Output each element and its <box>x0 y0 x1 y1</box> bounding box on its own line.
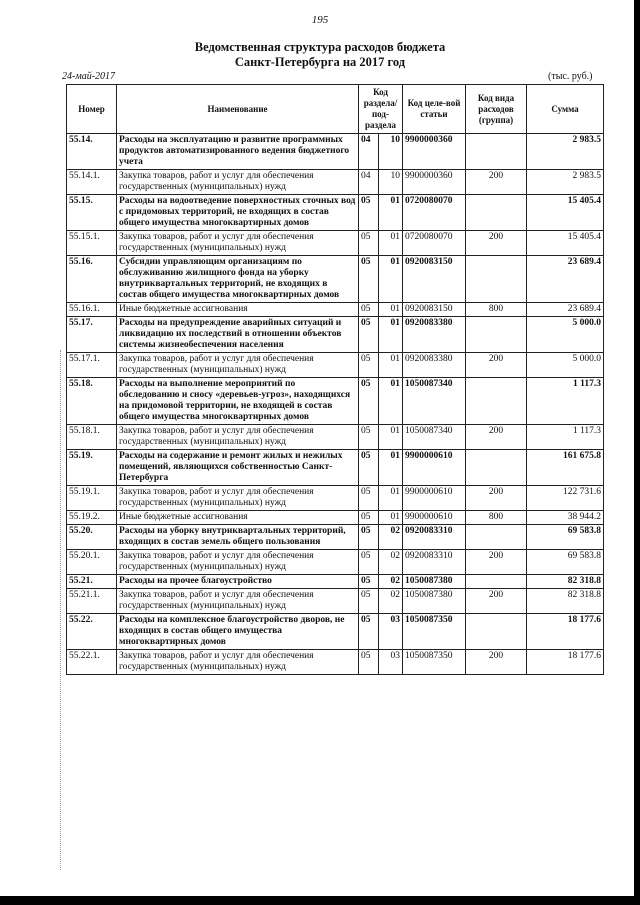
row-subsection-code: 03 <box>379 614 403 650</box>
row-section-code: 04 <box>359 170 379 195</box>
row-sum: 69 583.8 <box>527 550 604 575</box>
row-article-code: 0920083380 <box>403 353 466 378</box>
row-article-code: 0720080070 <box>403 195 466 231</box>
row-article-code: 9900000360 <box>403 170 466 195</box>
row-number: 55.19.1. <box>67 486 117 511</box>
row-expense-group: 200 <box>466 353 527 378</box>
row-expense-group: 200 <box>466 589 527 614</box>
row-name: Расходы на выполнение мероприятий по обследованию и сносу «деревьев-угроз», находящихся на придомовой территории, не входящей в состав общего имущества многоквартирных домов <box>117 378 359 425</box>
table-row <box>67 511 604 525</box>
row-expense-group <box>466 317 527 353</box>
row-sum: 18 177.6 <box>527 614 604 650</box>
row-article-code: 1050087340 <box>403 425 466 450</box>
table-row <box>67 134 604 170</box>
row-number: 55.15.1. <box>67 231 117 256</box>
table-row <box>67 486 604 511</box>
row-section-code: 05 <box>359 550 379 575</box>
row-section-code: 05 <box>359 589 379 614</box>
row-article-code: 0720080070 <box>403 231 466 256</box>
row-section-code: 05 <box>359 231 379 256</box>
table-row <box>67 303 604 317</box>
row-section-code: 05 <box>359 378 379 425</box>
row-sum: 15 405.4 <box>527 195 604 231</box>
row-name: Закупка товаров, работ и услуг для обеспечения государственных (муниципальных) нужд <box>117 589 359 614</box>
row-article-code: 9900000610 <box>403 486 466 511</box>
row-name: Расходы на содержание и ремонт жилых и нежилых помещений, являющихся собственностью Санкт-Петербурга <box>117 450 359 486</box>
row-expense-group: 800 <box>466 511 527 525</box>
row-name: Закупка товаров, работ и услуг для обеспечения государственных (муниципальных) нужд <box>117 486 359 511</box>
table-row <box>67 650 604 675</box>
row-expense-group: 200 <box>466 486 527 511</box>
row-subsection-code: 01 <box>379 486 403 511</box>
row-subsection-code: 01 <box>379 317 403 353</box>
row-sum: 69 583.8 <box>527 525 604 550</box>
page-number: 195 <box>311 14 329 26</box>
row-subsection-code: 02 <box>379 589 403 614</box>
row-expense-group: 200 <box>466 650 527 675</box>
header-name: Наименование <box>117 85 359 134</box>
header-section: Код раздела/ под-раздела <box>359 85 403 134</box>
row-name: Закупка товаров, работ и услуг для обеспечения государственных (муниципальных) нужд <box>117 231 359 256</box>
row-name: Расходы на эксплуатацию и развитие программных продуктов автоматизированного ведения бюджетного учета <box>117 134 359 170</box>
table-row <box>67 195 604 231</box>
table-row <box>67 353 604 378</box>
row-sum: 122 731.6 <box>527 486 604 511</box>
row-article-code: 0920083310 <box>403 550 466 575</box>
row-article-code: 0920083150 <box>403 256 466 303</box>
row-subsection-code: 01 <box>379 511 403 525</box>
row-section-code: 05 <box>359 511 379 525</box>
row-name: Закупка товаров, работ и услуг для обеспечения государственных (муниципальных) нужд <box>117 170 359 195</box>
units-label: (тыс. руб.) <box>548 71 593 82</box>
row-expense-group: 200 <box>466 231 527 256</box>
row-sum: 5 000.0 <box>527 353 604 378</box>
row-number: 55.16.1. <box>67 303 117 317</box>
row-sum: 38 944.2 <box>527 511 604 525</box>
row-sum: 82 318.8 <box>527 589 604 614</box>
table-row <box>67 425 604 450</box>
row-sum: 82 318.8 <box>527 575 604 589</box>
scan-right-edge <box>634 0 640 905</box>
table-header-row <box>67 85 604 134</box>
table-row <box>67 589 604 614</box>
row-number: 55.22. <box>67 614 117 650</box>
row-section-code: 05 <box>359 614 379 650</box>
page-title <box>0 40 640 70</box>
table-row <box>67 575 604 589</box>
budget-table <box>66 84 604 675</box>
row-expense-group: 800 <box>466 303 527 317</box>
row-subsection-code: 02 <box>379 550 403 575</box>
row-name: Расходы на предупреждение аварийных ситуаций и ликвидацию их последствий в отношении объектов системы жизнеобеспечения населения <box>117 317 359 353</box>
row-section-code: 05 <box>359 303 379 317</box>
table-row <box>67 256 604 303</box>
row-number: 55.20. <box>67 525 117 550</box>
row-number: 55.21.1. <box>67 589 117 614</box>
table-row <box>67 525 604 550</box>
row-number: 55.19.2. <box>67 511 117 525</box>
row-number: 55.17. <box>67 317 117 353</box>
row-section-code: 05 <box>359 425 379 450</box>
row-section-code: 05 <box>359 450 379 486</box>
row-subsection-code: 01 <box>379 450 403 486</box>
row-section-code: 04 <box>359 134 379 170</box>
row-article-code: 1050087380 <box>403 589 466 614</box>
row-sum: 1 117.3 <box>527 378 604 425</box>
table-row <box>67 317 604 353</box>
row-subsection-code: 01 <box>379 195 403 231</box>
row-sum: 18 177.6 <box>527 650 604 675</box>
table-row <box>67 614 604 650</box>
row-sum: 161 675.8 <box>527 450 604 486</box>
table-row <box>67 550 604 575</box>
table-body <box>67 134 604 675</box>
row-number: 55.20.1. <box>67 550 117 575</box>
row-section-code: 05 <box>359 256 379 303</box>
row-article-code: 9900000610 <box>403 511 466 525</box>
row-number: 55.18. <box>67 378 117 425</box>
row-sum: 5 000.0 <box>527 317 604 353</box>
row-expense-group: 200 <box>466 550 527 575</box>
row-name: Расходы на прочее благоустройство <box>117 575 359 589</box>
row-subsection-code: 10 <box>379 170 403 195</box>
header-article: Код целе-вой статьи <box>403 85 466 134</box>
row-section-code: 05 <box>359 650 379 675</box>
row-section-code: 05 <box>359 195 379 231</box>
row-expense-group: 200 <box>466 170 527 195</box>
row-article-code: 0920083380 <box>403 317 466 353</box>
row-sum: 2 983.5 <box>527 134 604 170</box>
row-expense-group <box>466 378 527 425</box>
row-name: Субсидии управляющим организациям по обслуживанию жилищного фонда на уборку внутриквартальных территорий, не входящих в состав общего имущества многоквартирных домов <box>117 256 359 303</box>
table-row <box>67 170 604 195</box>
row-subsection-code: 01 <box>379 231 403 256</box>
row-sum: 23 689.4 <box>527 256 604 303</box>
margin-marks <box>60 350 65 870</box>
row-expense-group <box>466 525 527 550</box>
header-group: Код вида расходов (группа) <box>466 85 527 134</box>
row-section-code: 05 <box>359 353 379 378</box>
row-article-code: 0920083310 <box>403 525 466 550</box>
row-subsection-code: 01 <box>379 256 403 303</box>
row-expense-group <box>466 256 527 303</box>
row-subsection-code: 01 <box>379 425 403 450</box>
row-sum: 15 405.4 <box>527 231 604 256</box>
header-number: Номер <box>67 85 117 134</box>
row-name: Расходы на комплексное благоустройство дворов, не входящих в состав общего имущества многоквартирных домов <box>117 614 359 650</box>
row-expense-group <box>466 195 527 231</box>
row-expense-group <box>466 134 527 170</box>
table-row <box>67 378 604 425</box>
row-number: 55.17.1. <box>67 353 117 378</box>
row-article-code: 1050087350 <box>403 650 466 675</box>
row-name: Закупка товаров, работ и услуг для обеспечения государственных (муниципальных) нужд <box>117 425 359 450</box>
row-name: Закупка товаров, работ и услуг для обеспечения государственных (муниципальных) нужд <box>117 650 359 675</box>
row-expense-group <box>466 575 527 589</box>
row-name: Закупка товаров, работ и услуг для обеспечения государственных (муниципальных) нужд <box>117 353 359 378</box>
row-subsection-code: 01 <box>379 378 403 425</box>
row-subsection-code: 01 <box>379 353 403 378</box>
row-subsection-code: 10 <box>379 134 403 170</box>
row-number: 55.19. <box>67 450 117 486</box>
row-section-code: 05 <box>359 486 379 511</box>
row-article-code: 0920083150 <box>403 303 466 317</box>
row-article-code: 1050087340 <box>403 378 466 425</box>
row-section-code: 05 <box>359 575 379 589</box>
row-number: 55.21. <box>67 575 117 589</box>
row-sum: 2 983.5 <box>527 170 604 195</box>
row-name: Расходы на водоотведение поверхностных сточных вод с придомовых территорий, не входящих в состав общего имущества многоквартирных домов <box>117 195 359 231</box>
row-number: 55.18.1. <box>67 425 117 450</box>
document-date: 24-май-2017 <box>62 71 116 82</box>
row-subsection-code: 02 <box>379 575 403 589</box>
row-article-code: 9900000360 <box>403 134 466 170</box>
row-number: 55.14.1. <box>67 170 117 195</box>
header-sum: Сумма <box>527 85 604 134</box>
row-name: Иные бюджетные ассигнования <box>117 511 359 525</box>
table-row <box>67 231 604 256</box>
row-expense-group <box>466 450 527 486</box>
row-article-code: 9900000610 <box>403 450 466 486</box>
row-name: Закупка товаров, работ и услуг для обеспечения государственных (муниципальных) нужд <box>117 550 359 575</box>
row-subsection-code: 02 <box>379 525 403 550</box>
row-subsection-code: 01 <box>379 303 403 317</box>
row-sum: 1 117.3 <box>527 425 604 450</box>
row-sum: 23 689.4 <box>527 303 604 317</box>
row-number: 55.16. <box>67 256 117 303</box>
row-section-code: 05 <box>359 317 379 353</box>
title-line-1: Ведомственная структура расходов бюджета <box>194 40 446 54</box>
row-name: Иные бюджетные ассигнования <box>117 303 359 317</box>
row-subsection-code: 03 <box>379 650 403 675</box>
row-expense-group: 200 <box>466 425 527 450</box>
scan-bottom-edge <box>0 896 640 905</box>
row-article-code: 1050087380 <box>403 575 466 589</box>
row-number: 55.22.1. <box>67 650 117 675</box>
title-line-2: Санкт-Петербурга на 2017 год <box>234 55 406 69</box>
row-number: 55.15. <box>67 195 117 231</box>
table-row <box>67 450 604 486</box>
row-name: Расходы на уборку внутриквартальных территорий, входящих в состав земель общего пользования <box>117 525 359 550</box>
row-article-code: 1050087350 <box>403 614 466 650</box>
row-number: 55.14. <box>67 134 117 170</box>
row-expense-group <box>466 614 527 650</box>
row-section-code: 05 <box>359 525 379 550</box>
